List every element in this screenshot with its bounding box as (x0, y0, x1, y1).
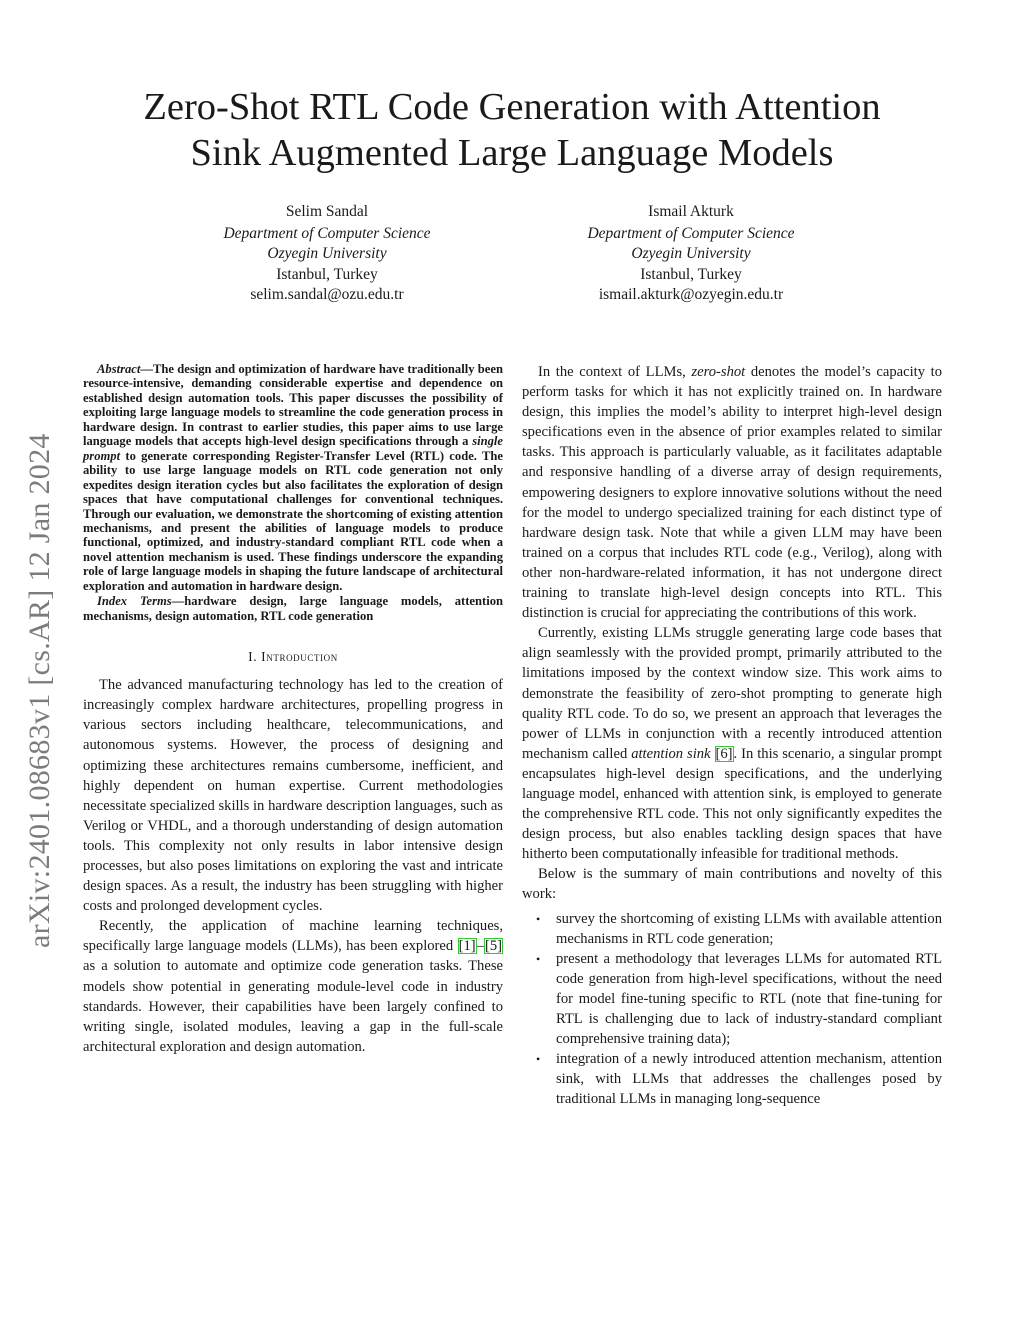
abstract-text-b: to generate corresponding Register-Transfer Level (RTL) code. The ability to use large language models on RTL code generation not only expedites design iteration cycles but also facilitates the exploration of design spaces that have computational challenges for conventional techniques. Through our evaluation, we demonstrate the shortcoming of existing attention mechanisms, and present the abilities of language models to produce functional, optimized, and industry-standard compliant RTL code when a novel attention mechanism is used. These findings underscore the expanding role of large language models in shaping the future landscape of architectural exploration and automation in hardware design. (83, 448, 503, 593)
list-item-text: integration of a newly introduced attention mechanism, attention sink, with LLMs that addresses the challenges posed by traditional LLMs in managing long-sequence (556, 1051, 942, 1108)
author-university: Ozyegin University (267, 245, 387, 263)
right-paragraph-1 (522, 362, 942, 623)
index-terms-dash: — (171, 594, 185, 609)
index-terms (83, 594, 503, 623)
right-p1-text-b: denotes the model’s capacity to perform tasks for which it has not explicitly trained on. In hardware design, this implies the model’s ability to interpret high-level design specifications even in the absence of prior examples related to similar tasks. This approach is particularly valuable, as it facilitates adaptable and responsive handling of a diverse array of design requirements, empowering designers to explore innovative solutions without the need for the model to undergo specialized training for each distinct type of hardware design task. Note that while a given LLM may have been trained on a corpus that includes RTL code (e.g., Verilog), along with other non-hardware-related information, it has not undergone direct training to translate high-level design concepts into RTL. This distinction is crucial for appreciating the contributions of this work. (522, 364, 942, 622)
citation-range-dash: – (476, 938, 484, 955)
index-terms-label: Index Terms (97, 594, 172, 609)
list-item-text: present a methodology that leverages LLMs for automated RTL code generation from high-level specifications, without the need for model fine-tuning specific to RTL (note that fine-tuning for RTL is challenging due to lack of industry-standard compliant comprehensive training data); (556, 950, 942, 1048)
author-email[interactable]: selim.sandal@ozu.edu.tr (250, 286, 404, 304)
abstract (83, 362, 503, 593)
author-location: Istanbul, Turkey (640, 265, 742, 283)
abstract-text-a: The design and optimization of hardware have traditionally been resource-intensive, demanding considerable expertise and dependence on established design automation tools. This paper discusses the possibility of exploiting large language models to streamline the code generation process in hardware design. In contrast to earlier studies, this paper aims to use large language models that accepts high-level design specifications through a (83, 362, 503, 449)
author-name: Selim Sandal (285, 203, 369, 220)
citation-link-6[interactable]: [6] (715, 745, 733, 762)
author-block-2 (541, 202, 841, 306)
intro-p2-text-b: as a solution to automate and optimize code generation tasks. These models show potential in generating module-level code in industry standards. However, their capabilities have been largely confined to writing single, isolated modules, leaving a gap in the full-scale architectural exploration and design automation. (83, 958, 503, 1055)
author-block-1 (177, 202, 477, 306)
bullet-icon: • (536, 911, 541, 926)
title-line-1: Zero-Shot RTL Code Generation with Attention (143, 86, 881, 128)
citation-link-5[interactable]: [5] (484, 938, 502, 955)
right-paragraph-2 (522, 623, 942, 864)
abstract-emphasis: single prompt (83, 434, 503, 463)
right-p2-text-a: Currently, existing LLMs struggle generating large code bases that align seamlessly with the provided prompt, primarily attributed to the limitations imposed by the context window size. This work aims to demonstrate the feasibility of zero-shot prompting to generate high quality RTL code. To do so, we present an approach that leverages the power of LLMs in conjunction with a recently introduced attention mechanism called (522, 625, 942, 762)
list-item (522, 1049, 942, 1109)
right-paragraph-3: Below is the summary of main contributions and novelty of this work: (522, 866, 942, 903)
contributions-list (522, 909, 942, 1110)
intro-paragraph-1: The advanced manufacturing technology has led to the creation of increasingly complex hardware architectures, propelling progress in various sectors including healthcare, telecommunications, and autonomous systems. However, the process of designing and optimizing these architectures remains cumbersome, inefficient, and highly dependent on human expertise. Current methodologies necessitate specialized skills in hardware description languages, such as Verilog or VHDL, and a thorough understanding of design automation tools. This complexity not only results in labor intensive design processes, but also poses limitations on exploring the vast and intricate design spaces. As a result, the industry has been struggling with higher costs and prolonged development cycles. (83, 677, 503, 915)
right-p1-text-a: In the context of LLMs, (538, 364, 692, 380)
bullet-icon: • (536, 1052, 541, 1067)
intro-p2-text-a: Recently, the application of machine learning techniques, specifically large language models (LLMs), has been explored (83, 918, 503, 955)
author-university: Ozyegin University (631, 245, 751, 263)
author-name: Ismail Akturk (648, 203, 734, 220)
author-department: Department of Computer Science (587, 224, 795, 242)
section-heading-introduction: I. Introduction (248, 649, 338, 665)
arxiv-stamp: arXiv:2401.08683v1 [cs.AR] 12 Jan 2024 (23, 433, 56, 948)
bullet-icon: • (536, 951, 541, 966)
right-p2-emphasis: attention sink (631, 745, 711, 762)
list-item (522, 909, 942, 949)
right-column (522, 362, 942, 1109)
title-line-2: Sink Augmented Large Language Models (190, 132, 834, 174)
list-item (522, 949, 942, 1049)
abstract-dash: — (140, 362, 153, 376)
list-item-text: survey the shortcoming of existing LLMs with available attention mechanisms in RTL code generation; (556, 910, 942, 947)
index-terms-text: hardware design, large language models, attention mechanisms, design automation, RTL code generation (83, 594, 503, 623)
right-p1-emphasis: zero-shot (691, 364, 746, 380)
right-p2-text-b: . In this scenario, a singular prompt encapsulates high-level design specifications, and the underlying language model, enhanced with attention sink, is employed to generate the comprehensive RTL code. This not only significantly expedites the design process, but also enables tackling design spaces that have hitherto been computationally infeasible for traditional methods. (522, 745, 943, 863)
author-email[interactable]: ismail.akturk@ozyegin.edu.tr (598, 286, 784, 304)
abstract-label: Abstract (97, 362, 141, 376)
paper-title (60, 84, 964, 176)
intro-paragraph-2 (83, 916, 503, 1057)
left-column (83, 362, 503, 1057)
author-location: Istanbul, Turkey (276, 265, 378, 283)
citation-link-1[interactable]: [1] (458, 938, 476, 955)
author-department: Department of Computer Science (223, 224, 431, 242)
